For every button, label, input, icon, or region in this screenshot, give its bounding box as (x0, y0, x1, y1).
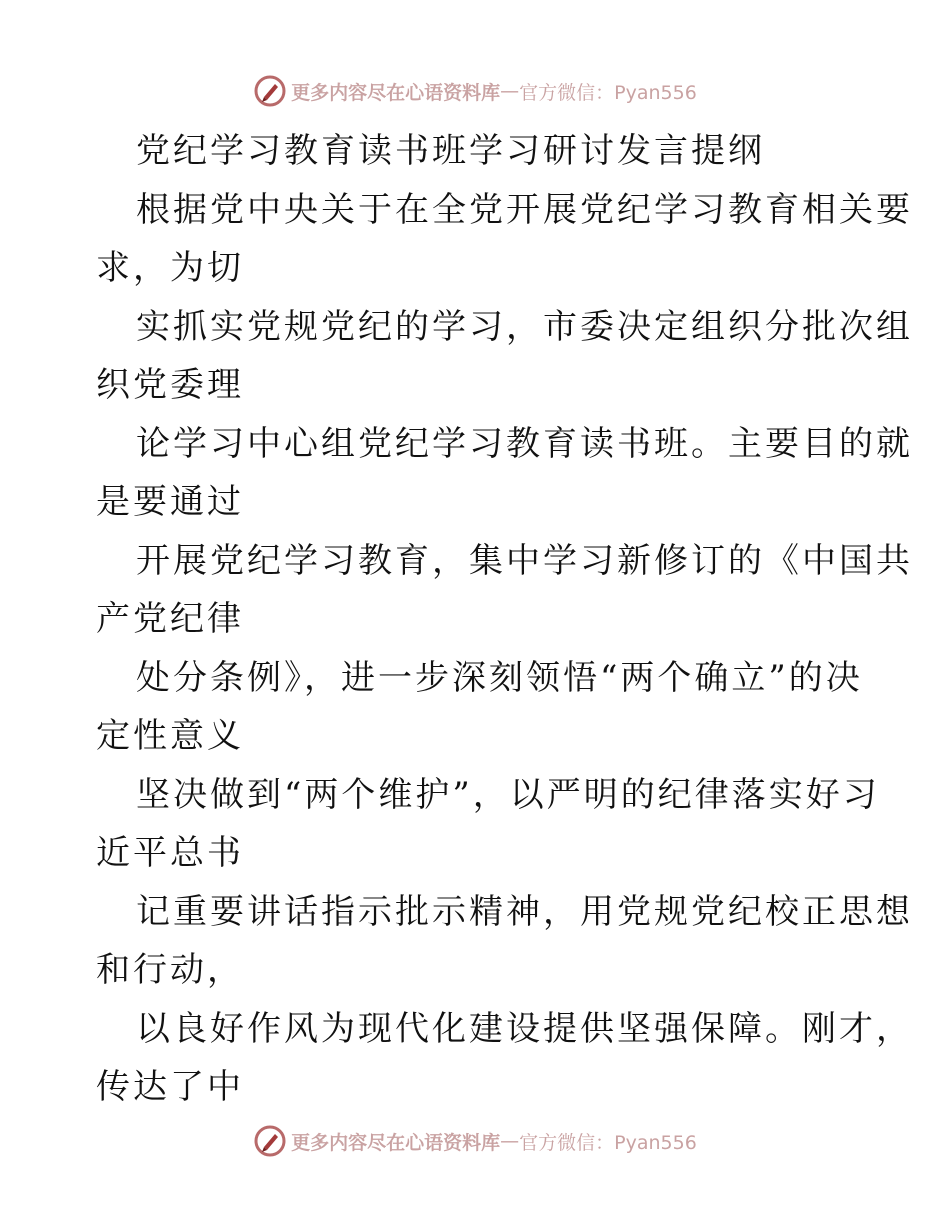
footer-banner-text: 更多内容尽在心语资料库 (291, 1131, 501, 1154)
document-line: 传达了中 (96, 1067, 244, 1107)
document-line: 近平总书 (96, 833, 244, 873)
document-line: 是要通过 (96, 482, 244, 522)
header-banner-separator: — (500, 80, 520, 102)
document-line: 和行动， (96, 950, 244, 990)
document-line: 论学习中心组党纪学习教育读书班。主要目的就 (136, 423, 913, 464)
document-body (96, 122, 913, 1117)
header-banner-wechat: 官方微信：Pyan556 (519, 81, 697, 104)
document-line: 定性意义 (96, 716, 244, 756)
document-line: 处分条例》，进一步深刻领悟“两个确立”的决 (136, 657, 863, 698)
document-line: 织党委理 (96, 365, 244, 405)
document-line: 根据党中央关于在全党开展党纪学习教育相关要 (136, 189, 913, 230)
pen-seal-logo-icon (253, 1124, 287, 1158)
document-title: 党纪学习教育读书班学习研讨发言提纲 (136, 131, 765, 171)
document-line: 开展党纪学习教育，集中学习新修订的《中国共 (136, 540, 913, 581)
document-line: 实抓实党规党纪的学习，市委决定组织分批次组 (136, 306, 913, 347)
footer-banner-separator: — (500, 1130, 520, 1152)
document-line: 以良好作风为现代化建设提供坚强保障。刚才， (136, 1008, 913, 1049)
document-line: 求，为切 (96, 248, 244, 288)
footer-banner (0, 1121, 950, 1161)
document-line: 记重要讲话指示批示精神，用党规党纪校正思想 (136, 891, 913, 932)
document-line: 坚决做到“两个维护”，以严明的纪律落实好习 (136, 774, 880, 815)
header-banner-text: 更多内容尽在心语资料库 (291, 81, 501, 104)
footer-banner-wechat: 官方微信：Pyan556 (519, 1131, 697, 1154)
document-line: 产党纪律 (96, 599, 244, 639)
header-banner (0, 71, 950, 111)
pen-seal-logo-icon (253, 74, 287, 108)
